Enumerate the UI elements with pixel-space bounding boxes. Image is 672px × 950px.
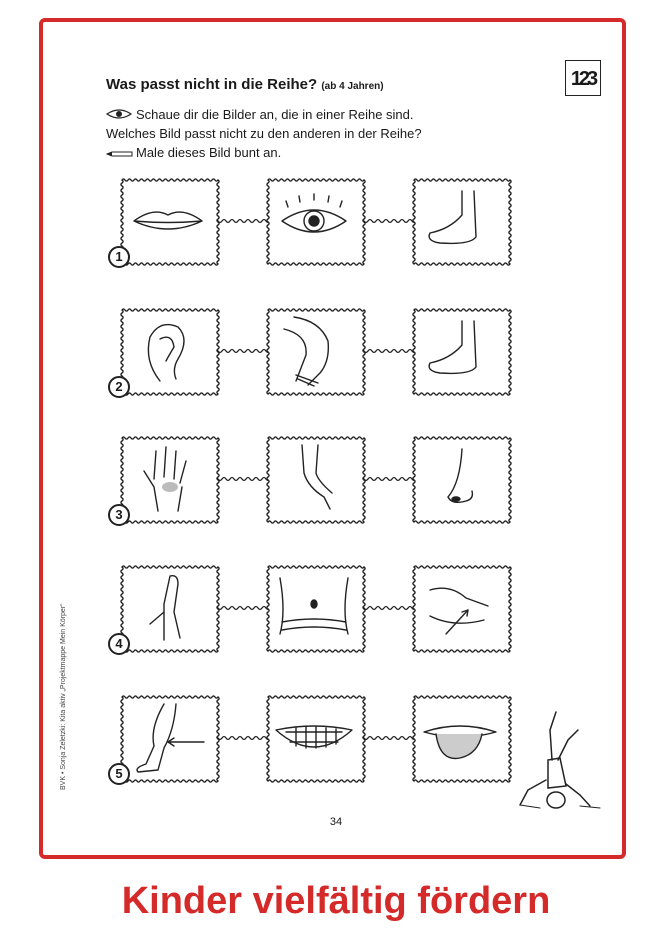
row-number-badge: 3 xyxy=(108,504,130,526)
numbers-badge: 123 xyxy=(565,60,601,96)
row-number-badge: 1 xyxy=(108,246,130,268)
title-text: Was passt nicht in die Reihe? xyxy=(106,76,318,93)
row-number-badge: 2 xyxy=(108,376,130,398)
page-number: 34 xyxy=(329,816,343,828)
title-note: (ab 4 Jahren) xyxy=(321,81,384,92)
instruction-text-1: Schaue dir die Bilder an, die in einer Reihe sind. xyxy=(136,107,414,122)
footer-slogan: Kinder vielfältig fördern xyxy=(121,880,551,922)
row-number-badge: 5 xyxy=(108,763,130,785)
side-credit: BVK • Sonja Zeletzki: Kita aktiv „Projektmappe Mein Körper“ xyxy=(60,603,67,790)
instruction-text-3: Male dieses Bild bunt an. xyxy=(136,145,282,160)
instruction-text-2: Welches Bild passt nicht zu den anderen in der Reihe? xyxy=(106,126,422,141)
row-number-badge: 4 xyxy=(108,633,130,655)
